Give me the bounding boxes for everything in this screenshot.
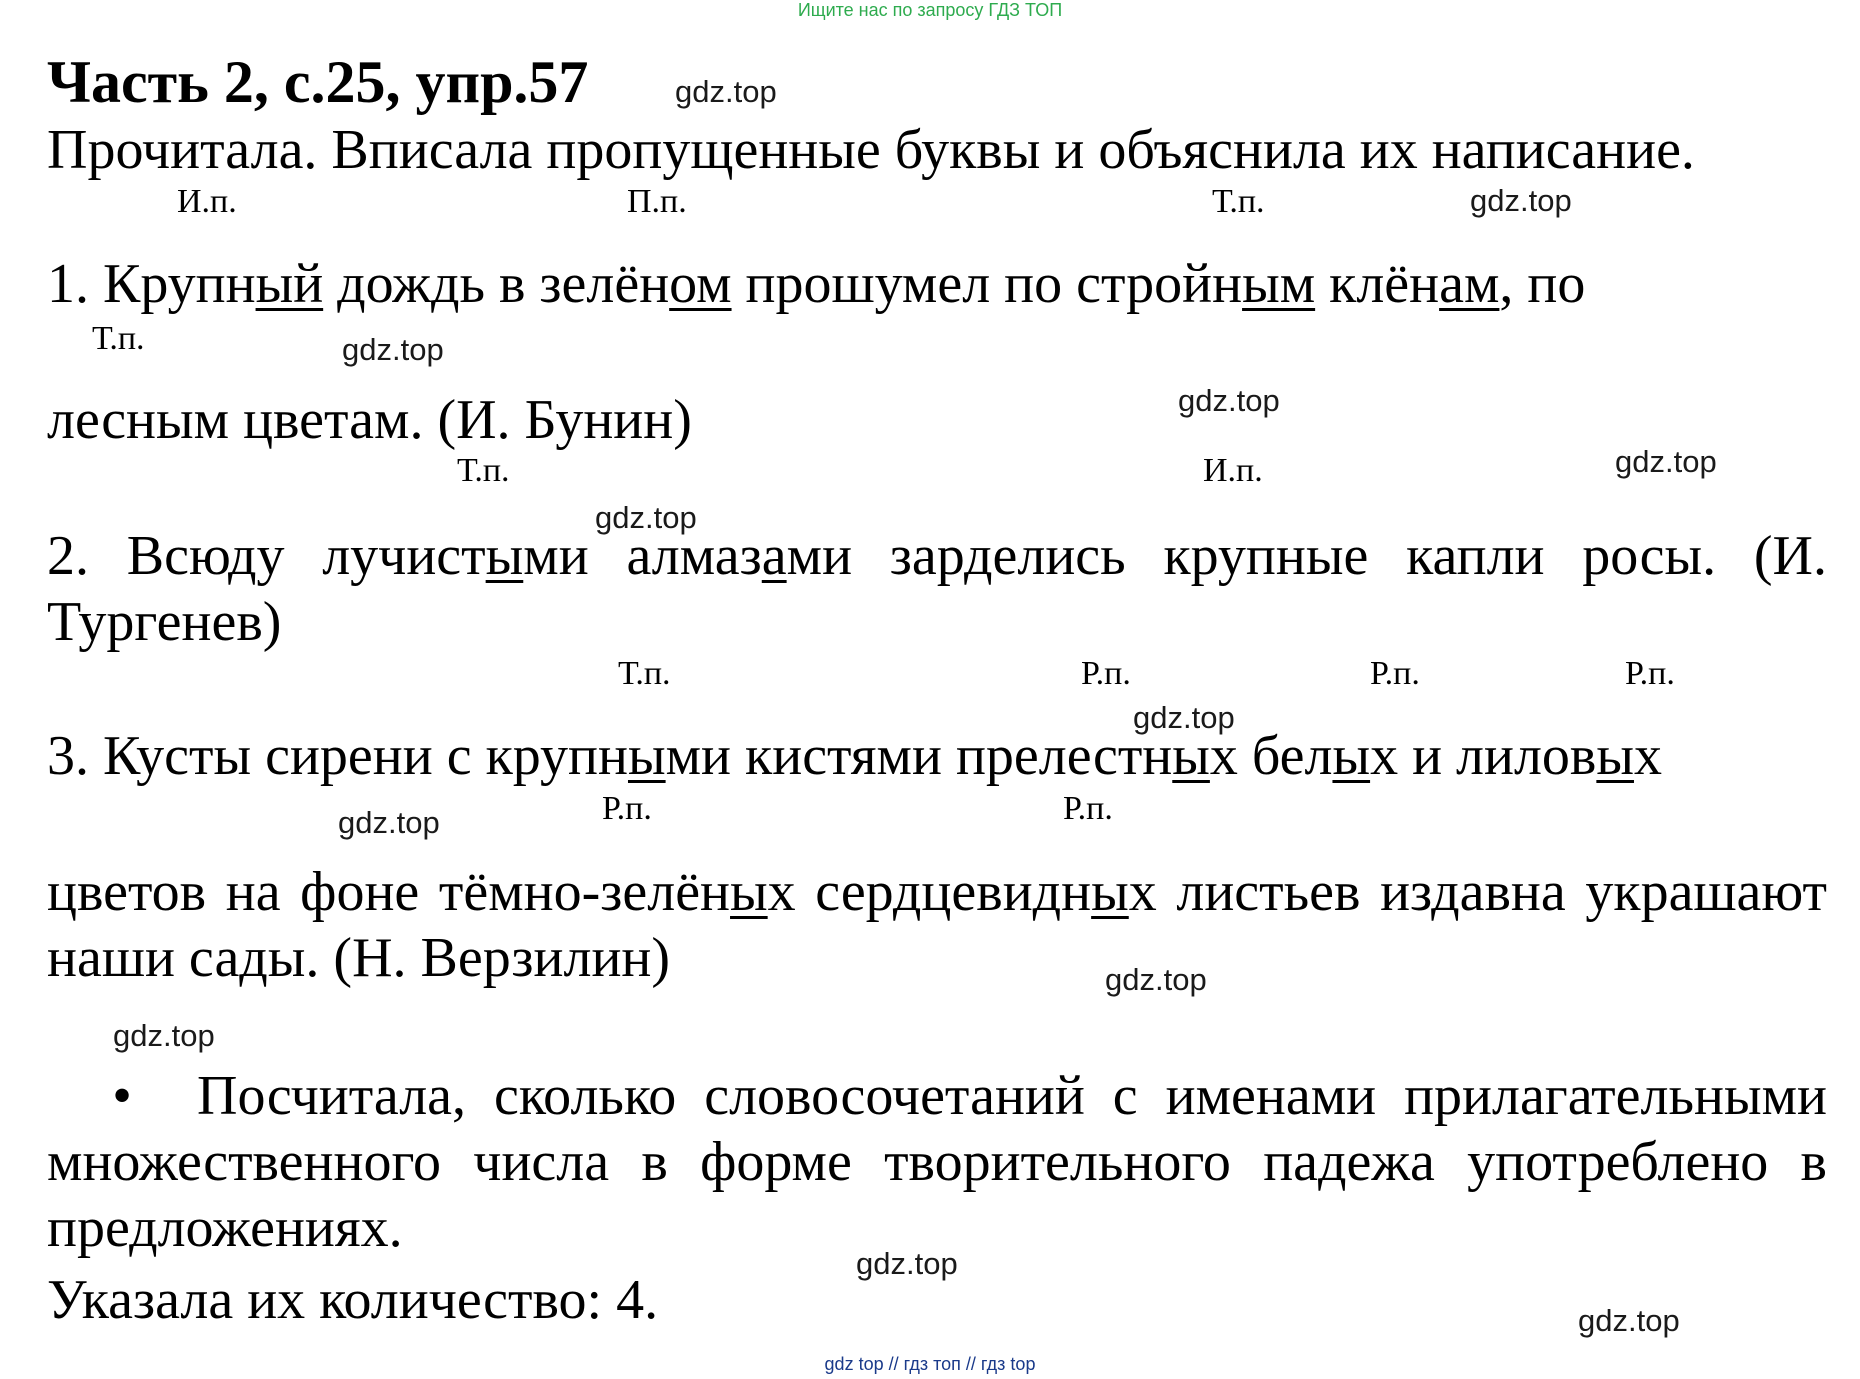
sentence-2: 2. Всюду лучистыми алмазами зарделись крупные капли росы. (И. Тургенев) [47,525,1827,653]
footer-link[interactable]: gdz top // гдз топ // гдз top [824,1354,1036,1374]
task-paragraph: • Посчитала, сколько словосочетаний с именами прилагательными множественного числа в форме творительного падежа употреблено в предложениях. [47,1065,1827,1259]
watermark: gdz.top [595,500,697,535]
case-label: Т.п. [457,452,510,489]
page-title: Часть 2, с.25, упр.57 [47,49,589,115]
filled-ending: ый [255,253,324,315]
case-label: Р.п. [1081,655,1131,692]
answer-text: Указала их количество: 4. [47,1269,659,1331]
watermark: gdz.top [1578,1303,1680,1338]
case-label: Р.п. [1063,790,1113,827]
case-label: Т.п. [1212,183,1265,220]
filled-ending: ы [627,725,666,787]
watermark: gdz.top [1615,444,1717,479]
case-label: И.п. [177,183,237,220]
case-label: Т.п. [618,655,671,692]
watermark: gdz.top [338,805,440,840]
watermark: gdz.top [675,74,777,109]
watermark: gdz.top [1105,962,1207,997]
filled-ending: ы [730,861,768,923]
watermark: gdz.top [342,332,444,367]
header-search-link[interactable]: Ищите нас по запросу ГДЗ ТОП [797,0,1063,20]
sentence-3-line-2: цветов на фоне тёмно-зелёных сердцевидных листьев издавна украшают наши сады. (Н. Верзилин) [47,861,1827,989]
filled-ending: ы [1596,725,1634,787]
filled-ending: ом [669,253,732,315]
filled-ending: ым [1242,253,1316,315]
filled-ending: ы [1091,861,1129,923]
filled-ending: ы [485,525,524,587]
sentence-1-line-1: 1. Крупный дождь в зелёном прошумел по стройным клёнам, по [47,253,1586,315]
watermark: gdz.top [113,1018,215,1053]
watermark: gdz.top [856,1246,958,1281]
filled-ending: ам [1439,253,1500,315]
filled-ending: ы [1332,725,1371,787]
bullet-icon: • [112,1065,132,1127]
sentence-3-line-1: 3. Кусты сирени с крупными кистями прелестных белых и лиловых [47,725,1662,787]
watermark: gdz.top [1178,383,1280,418]
filled-ending: ы [1172,725,1210,787]
case-label: Т.п. [92,320,145,357]
filled-ending: а [761,525,787,587]
watermark: gdz.top [1470,183,1572,218]
case-label: И.п. [1203,452,1263,489]
case-label: Р.п. [1370,655,1420,692]
watermark: gdz.top [1133,700,1235,735]
sentence-1-line-2: лесным цветам. (И. Бунин) [47,389,692,451]
case-label: Р.п. [1625,655,1675,692]
case-label: П.п. [627,183,687,220]
intro-text: Прочитала. Вписала пропущенные буквы и объяснила их написание. [47,119,1695,181]
case-label: Р.п. [602,790,652,827]
